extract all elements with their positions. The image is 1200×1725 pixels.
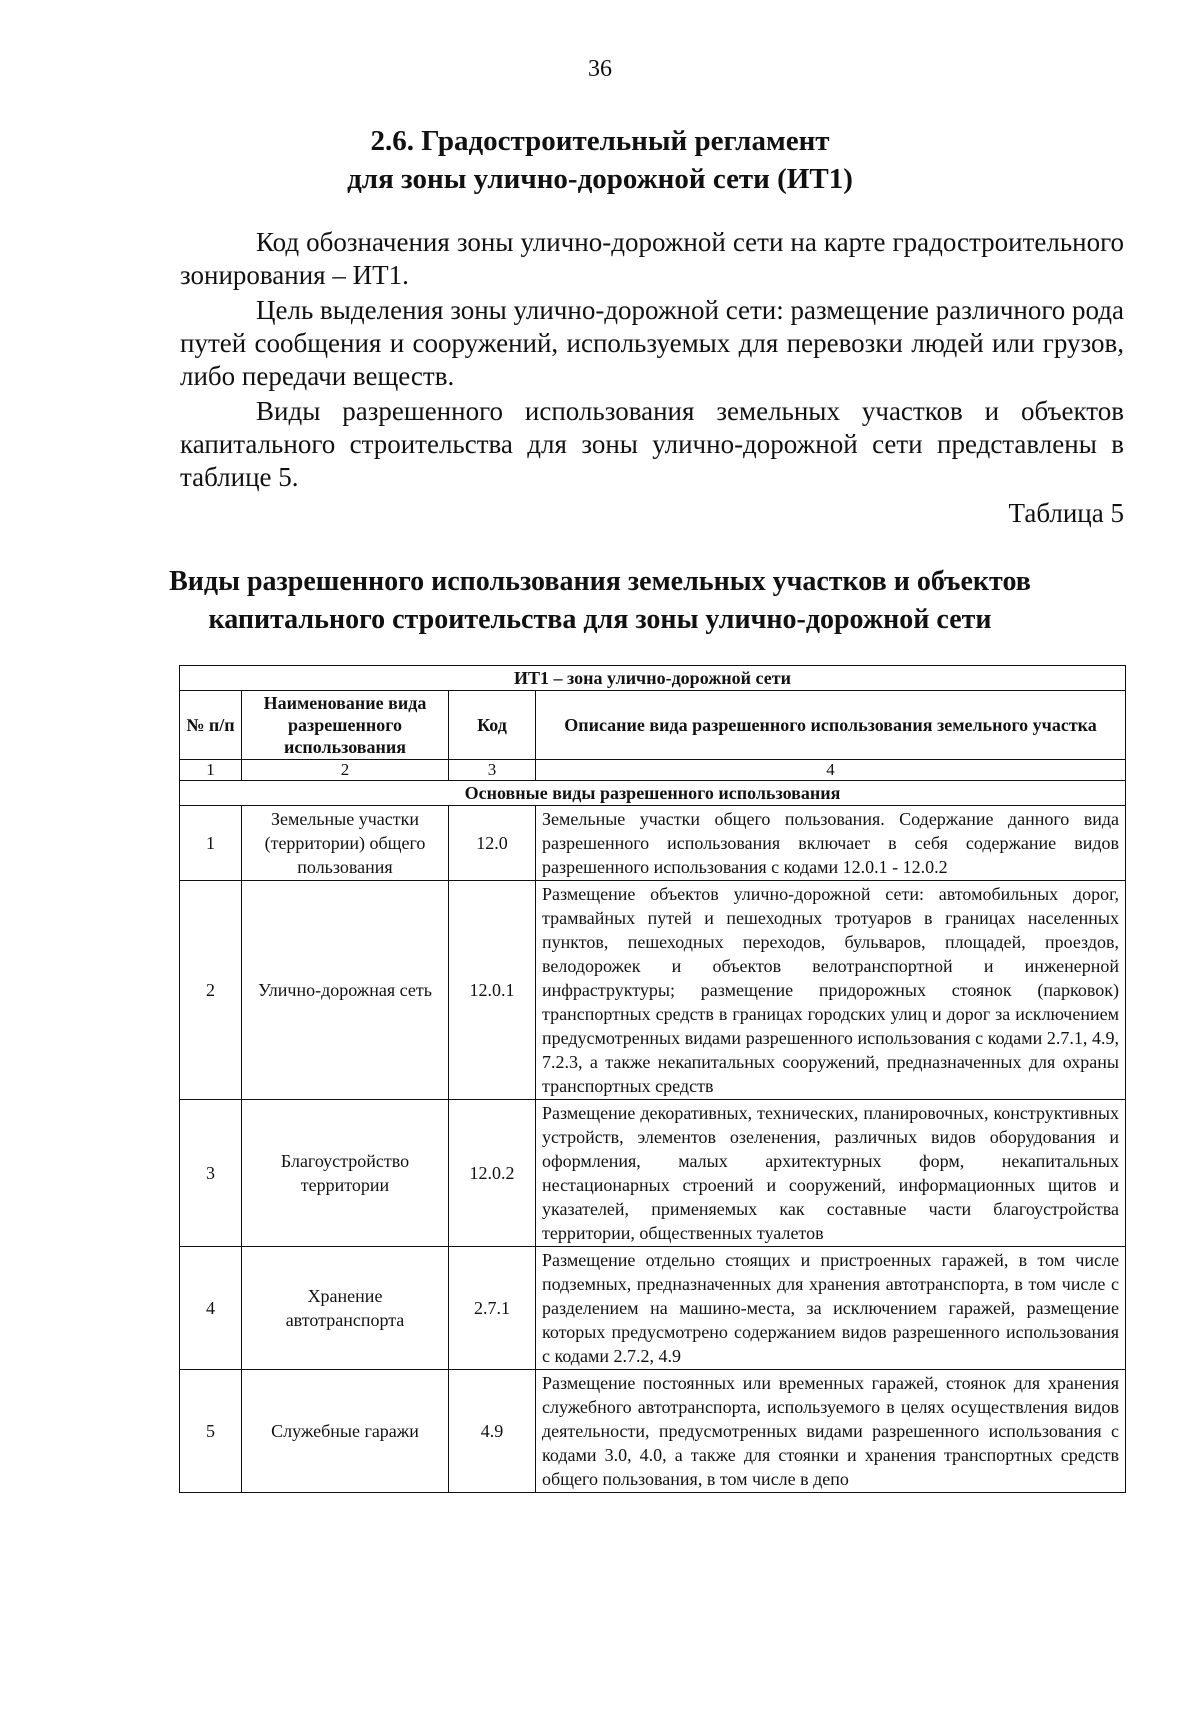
header-name: Наименование вида разрешенного использования: [242, 691, 449, 760]
row-name: Хранение автотранспорта: [242, 1247, 449, 1370]
row-num: 1: [180, 806, 242, 881]
column-number-row: [180, 760, 1126, 781]
row-description: Земельные участки общего пользования. Содержание данного вида разрешенного использования включает в себя содержание видов разрешенного использования с кодами 12.0.1 - 12.0.2: [536, 806, 1126, 881]
row-num: 4: [180, 1247, 242, 1370]
row-code: 12.0.1: [449, 881, 536, 1100]
row-num: 3: [180, 1100, 242, 1247]
table-heading-line-2: капитального строительства для зоны улично-дорожной сети: [208, 604, 992, 635]
section-title-line-1: 2.6. Градостроительный регламент: [370, 125, 830, 157]
regulation-table-wrapper: [179, 665, 1126, 1493]
row-description: Размещение объектов улично-дорожной сети: автомобильных дорог, трамвайных путей и пешеходных тротуаров в границах населенных пунктов, пешеходных переходов, бульваров, площадей, проездов, велодорожек и объектов велотранспортной и инженерной инфраструктуры; размещение придорожных стоянок (парковок) транспортных средств в границах городских улиц и дорог за исключением предусмотренных видами разрешенного использования с кодами 2.7.1, 4.9, 7.2.3, а также некапитальных сооружений, предназначенных для охраны транспортных средств: [536, 881, 1126, 1100]
row-num: 2: [180, 881, 242, 1100]
header-code: Код: [449, 691, 536, 760]
header-description: Описание вида разрешенного использования земельного участка: [536, 691, 1126, 760]
table-heading: [150, 563, 1050, 639]
row-code: 12.0: [449, 806, 536, 881]
row-num: 5: [180, 1370, 242, 1493]
table-row: [180, 1247, 1126, 1370]
row-description: Размещение декоративных, технических, планировочных, конструктивных устройств, элементов озеленения, различных видов оборудования и оформления, малых архитектурных форм, некапитальных нестационарных строений и сооружений, информационных щитов и указателей, применяемых как составные части благоустройства территории, общественных туалетов: [536, 1100, 1126, 1247]
intro-paragraph-3: Виды разрешенного использования земельных участков и объектов капитального строительства для зоны улично-дорожной сети представлены в таблице 5.: [180, 396, 1124, 492]
row-code: 2.7.1: [449, 1247, 536, 1370]
regulation-table: [179, 665, 1126, 1493]
row-name: Благоустройство территории: [242, 1100, 449, 1247]
row-description: Размещение отдельно стоящих и пристроенных гаражей, в том числе подземных, предназначенных для хранения автотранспорта, в том числе с разделением на машино-места, за исключением гаражей, размещение которых предусмотрено содержанием видов разрешенного использования с кодами 2.7.2, 4.9: [536, 1247, 1126, 1370]
group-title-row: [180, 781, 1126, 806]
row-name: Служебные гаражи: [242, 1370, 449, 1493]
table-row: [180, 1370, 1126, 1493]
zone-title: ИТ1 – зона улично-дорожной сети: [180, 666, 1126, 691]
row-code: 12.0.2: [449, 1100, 536, 1247]
row-name: Земельные участки (территории) общего пользования: [242, 806, 449, 881]
table-row: [180, 1100, 1126, 1247]
zone-title-row: [180, 666, 1126, 691]
table-header-row: [180, 691, 1126, 760]
table-caption: Таблица 5: [1008, 498, 1124, 528]
section-title: [150, 122, 1050, 198]
column-number: 4: [536, 760, 1126, 781]
column-number: 1: [180, 760, 242, 781]
group-title: Основные виды разрешенного использования: [180, 781, 1126, 806]
section-title-line-2: для зоны улично-дорожной сети (ИТ1): [347, 163, 853, 195]
row-description: Размещение постоянных или временных гаражей, стоянок для хранения служебного автотранспорта, используемого в целях осуществления видов деятельности, предусмотренных видами разрешенного использования с кодами 3.0, 4.0, а также для стоянки и хранения транспортных средств общего пользования, в том числе в депо: [536, 1370, 1126, 1493]
table-heading-line-1: Виды разрешенного использования земельных участков и объектов: [169, 566, 1031, 597]
row-code: 4.9: [449, 1370, 536, 1493]
column-number: 3: [449, 760, 536, 781]
column-number: 2: [242, 760, 449, 781]
table-row: [180, 806, 1126, 881]
table-row: [180, 881, 1126, 1100]
header-num: № п/п: [180, 691, 242, 760]
intro-paragraph-1: Код обозначения зоны улично-дорожной сети на карте градостроительного зонирования – ИТ1.: [180, 227, 1124, 290]
intro-paragraph-2: Цель выделения зоны улично-дорожной сети: размещение различного рода путей сообщения и сооружений, используемых для перевозки людей или грузов, либо передачи веществ.: [180, 295, 1124, 391]
row-name: Улично-дорожная сеть: [242, 881, 449, 1100]
intro-text: [180, 226, 1124, 496]
page-number: 36: [588, 56, 612, 82]
